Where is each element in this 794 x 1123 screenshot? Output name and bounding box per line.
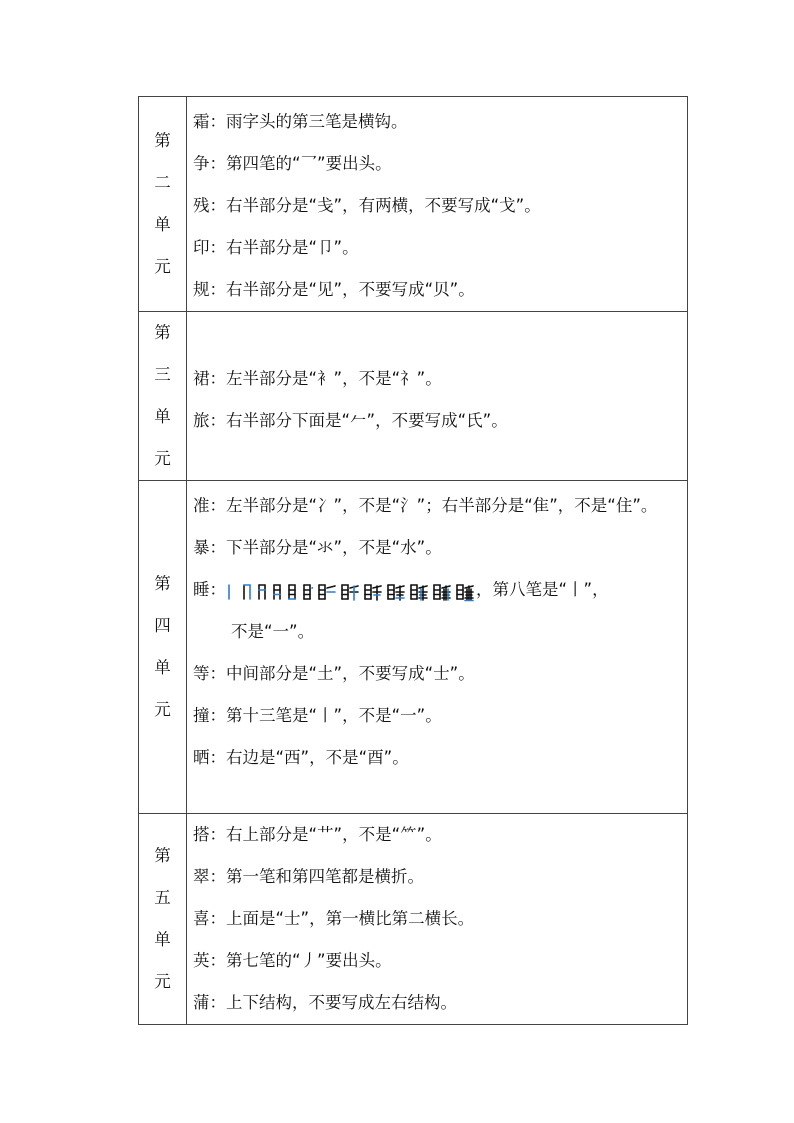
- unit-label-cell: [139, 814, 187, 1025]
- unit-label-cell: [139, 97, 187, 312]
- stroke-step-glyph: [256, 582, 268, 602]
- note-line: 准：左半部分是“冫”，不是“氵”；右半部分是“隹”，不是“住”。: [193, 496, 658, 515]
- unit-label: 第二单元: [154, 131, 171, 276]
- stroke-step-glyph: [362, 582, 382, 602]
- unit-label: 第五单元: [154, 846, 171, 991]
- stroke-step-glyph: [408, 582, 428, 602]
- note-line: 撞：第十三笔是“丨”，不是“一”。: [193, 706, 442, 725]
- table-row: [139, 814, 688, 1025]
- unit-label-cell: [139, 481, 187, 814]
- stroke-order-icon: [226, 580, 474, 602]
- note-line: 搭：右上部分是“艹”，不是“⺮”。: [193, 825, 442, 844]
- note-line: 旅：右半部分下面是“𠂉”，不要写成“氏”。: [193, 411, 508, 430]
- note-line: 翠：第一笔和第四笔都是横折。: [193, 867, 424, 886]
- unit-table-sheet: [138, 96, 687, 1014]
- unit-label: 第四单元: [154, 574, 171, 719]
- note-line: 争：第四笔的“乛”要出头。: [193, 154, 392, 173]
- note-line: 等：中间部分是“土”，不要写成“士”。: [193, 664, 475, 683]
- note-line: 霜：雨字头的第三笔是横钩。: [193, 112, 408, 131]
- stroke-step-glyph: [301, 582, 313, 602]
- blank-line: [193, 316, 681, 358]
- notes-cell: [187, 481, 688, 814]
- note-line: 裙：左半部分是“衤”，不是“礻”。: [193, 369, 442, 388]
- stroke-step-glyph: [271, 582, 283, 602]
- unit-notes-table: [138, 96, 688, 1025]
- stroke-step-glyph: [286, 582, 298, 602]
- table-row: [139, 97, 688, 312]
- table-row: [139, 481, 688, 814]
- notes-cell: [187, 97, 688, 312]
- notes-cell: [187, 814, 688, 1025]
- notes-cell: [187, 312, 688, 481]
- stroke-step-glyph: [226, 582, 238, 602]
- note-suffix: ，第八笔是“丨”，: [476, 580, 609, 599]
- note-prefix: 睡：: [193, 580, 226, 599]
- note-line: 不是“一”。: [231, 622, 315, 641]
- note-line: 残：右半部分是“戋”，有两横，不要写成“戈”。: [193, 196, 541, 215]
- note-line: 印：右半部分是“卩”。: [193, 238, 359, 257]
- stroke-step-glyph: [316, 582, 336, 602]
- table-row: [139, 312, 688, 481]
- note-line: 规：右半部分是“见”，不要写成“贝”。: [193, 280, 475, 299]
- stroke-step-glyph: [339, 582, 359, 602]
- stroke-step-glyph: [385, 582, 405, 602]
- unit-label-cell: [139, 312, 187, 481]
- stroke-step-glyph: [431, 582, 451, 602]
- note-line: 晒：右边是“西”，不是“酉”。: [193, 748, 409, 767]
- note-line-stroke-order: [193, 569, 681, 611]
- stroke-step-glyph: [454, 582, 474, 602]
- note-line: 暴：下半部分是“氺”，不是“水”。: [193, 538, 442, 557]
- unit-label: 第三单元: [154, 323, 171, 468]
- stroke-step-glyph: [241, 582, 253, 602]
- note-line: 喜：上面是“士”，第一横比第二横长。: [193, 909, 475, 928]
- note-line: 蒲：上下结构，不要写成左右结构。: [193, 993, 457, 1012]
- note-line: 英：第七笔的“丿”要出头。: [193, 951, 392, 970]
